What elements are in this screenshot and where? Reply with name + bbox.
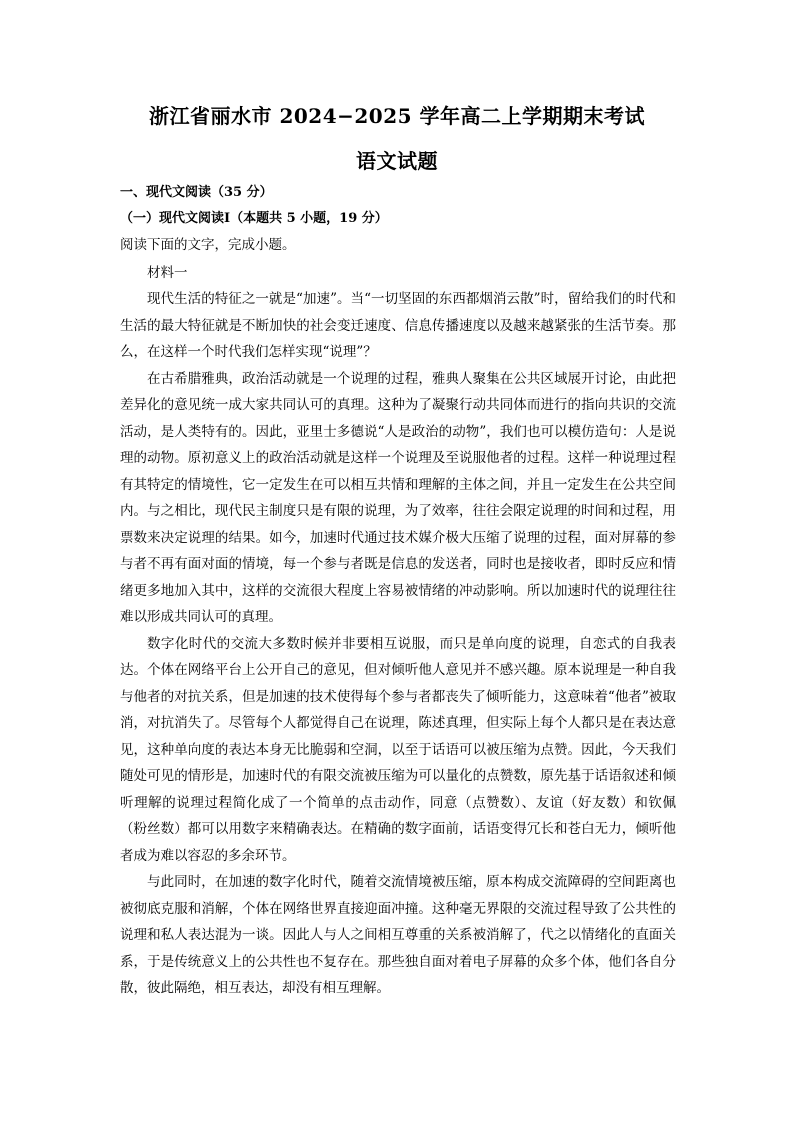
- paragraph: 数字化时代的交流大多数时候并非要相互说服，而只是单向度的说理，自恋式的自我表达。个体在网络平台上公开自己的意见，但对倾听他人意见并不感兴趣。原本说理是一种自我与他者的对抗关系，但是加速的技术使得每个参与者都丧失了倾听能力，这意味着“他者”被取消，对抗消失了。尽管每个人都觉得自己在说理，陈述真理，但实际上每个人都只是在表达意见，这种单向度的表达本身无比脆弱和空洞，以至于话语可以被压缩为点赞。因此，今天我们随处可见的情形是，加速时代的有限交流被压缩为可以量化的点赞数，原先基于话语叙述和倾听理解的说理过程简化成了一个简单的点击动作，同意（点赞数）、友谊（好友数）和钦佩（粉丝数）都可以用数字来精确表达。在精确的数字面前，话语变得冗长和苍白无力，倾听他者成为难以容忍的多余环节。: [120, 635, 676, 864]
- exam-title: 浙江省丽水市 2024−2025 学年高二上学期期末考试: [148, 104, 645, 128]
- reading-instruction: 阅读下面的文字，完成小题。: [120, 237, 296, 253]
- paragraph: 与此同时，在加速的数字化时代，随着交流情境被压缩，原本构成交流障碍的空间距离也被彻底克服和消解，个体在网络世界直接迎面冲撞。这种毫无界限的交流过程导致了公共性的说理和私人表达混为一谈。因此人与人之间相互尊重的关系被消解了，代之以情绪化的直面关系，于是传统意义上的公共性也不复存在。那些独自面对着电子屏幕的众多个体，他们各自分散，彼此隔绝，相互表达，却没有相互理解。: [120, 874, 676, 996]
- paragraph: 现代生活的特征之一就是“加速”。当“一切坚固的东西都烟消云散”时，留给我们的时代和生活的最大特征就是不断加快的社会变迁速度、信息传播速度以及越来越紧张的生活节奏。那么，在这样一个时代我们怎样实现“说理”？: [120, 291, 676, 360]
- subsection-heading: （一）现代文阅读Ⅰ（本题共 5 小题，19 分）: [120, 211, 388, 226]
- paragraph: 在古希腊雅典，政治活动就是一个说理的过程，雅典人聚集在公共区域展开讨论，由此把差异化的意见统一成大家共同认可的真理。这种为了凝聚行动共同体而进行的指向共识的交流活动，是人类特有的。因此，亚里士多德说“人是政治的动物”，我们也可以模仿造句：人是说理的动物。原初意义上的政治活动就是这样一个说理及至说服他者的过程。这样一种说理过程有其特定的情境性，它一定发生在可以相互共情和理解的主体之间，并且一定发生在公共空间内。与之相比，现代民主制度只是有限的说理，为了效率，往往会限定说理的时间和过程，用票数来决定说理的结果。如今，加速时代通过技术媒介极大压缩了说理的过程，面对屏幕的参与者不再有面对面的情境，每一个参与者既是信息的发送者，同时也是接收者，即时反应和情绪更多地加入其中，这样的交流很大程度上容易被情绪的冲动影响。所以加速时代的说理往往难以形成共同认可的真理。: [120, 370, 676, 625]
- material-label: 材料一: [147, 265, 188, 281]
- exam-subtitle: 语文试题: [356, 149, 438, 173]
- section-heading: 一、现代文阅读（35 分）: [120, 185, 273, 200]
- passage-body: [120, 286, 676, 1002]
